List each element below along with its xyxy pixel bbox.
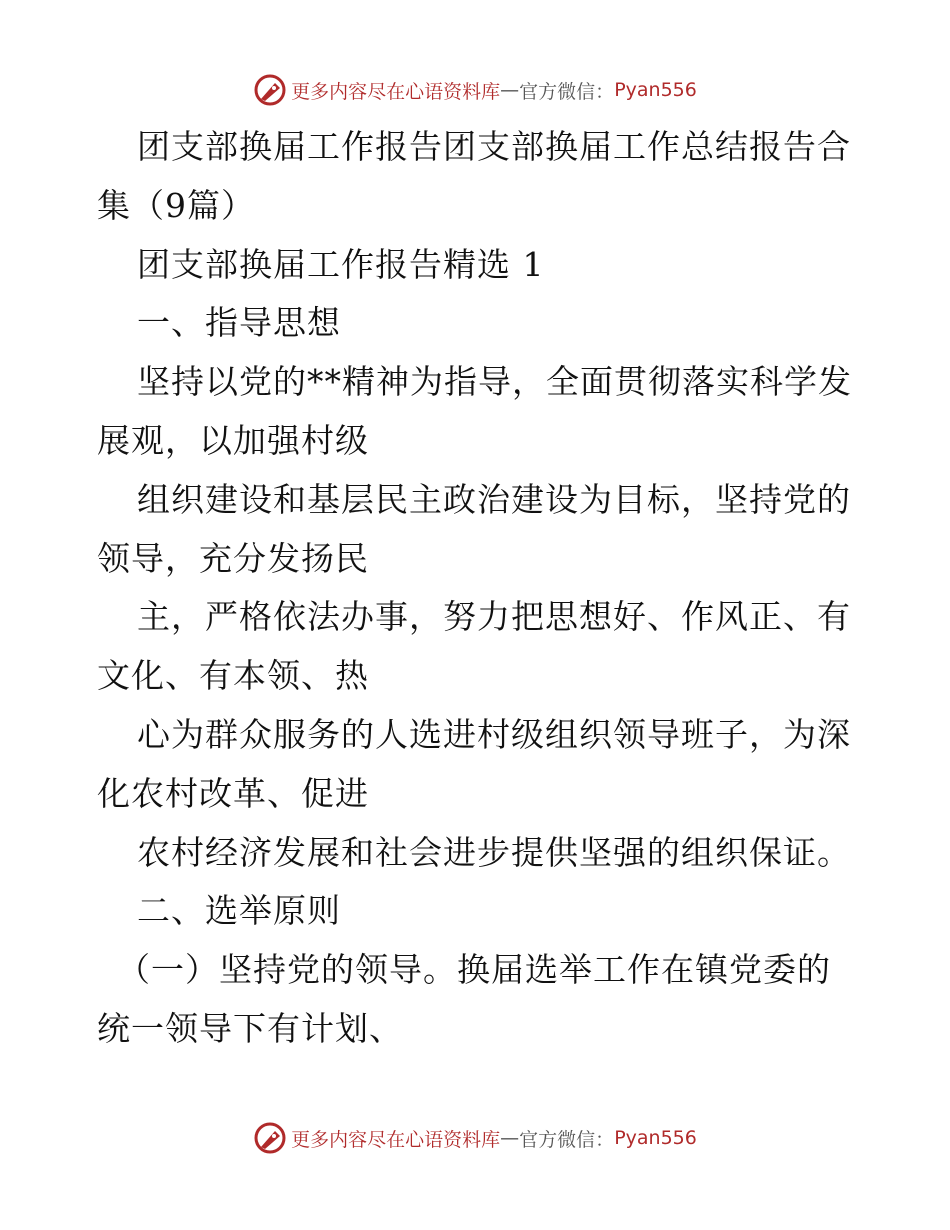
paragraph-line: 农村经济发展和社会进步提供坚强的组织保证。	[137, 832, 851, 872]
watermark-separator: —	[500, 79, 520, 101]
paragraph-line: 领导，充分发扬民	[97, 538, 369, 578]
watermark-footer	[0, 1118, 950, 1158]
paragraph-line: 化农村改革、促进	[97, 773, 369, 813]
paragraph-line: （一）坚持党的领导。换届选举工作在镇党委的	[117, 950, 831, 990]
paragraph-line: 文化、有本领、热	[97, 656, 369, 696]
doc-title-line-1: 团支部换届工作报告团支部换届工作总结报告合	[137, 127, 851, 166]
watermark-text: 更多内容尽在心语资料库	[291, 80, 501, 103]
doc-title-line-2: 集（9篇）	[97, 185, 255, 225]
section-heading-2: 二、选举原则	[137, 891, 341, 931]
paragraph-line: 统一领导下有计划、	[97, 1008, 403, 1048]
paragraph-line: 展观，以加强村级	[97, 420, 369, 460]
watermark-wechat-id: Pyan556	[614, 79, 697, 101]
watermark-wechat-id: Pyan556	[614, 1127, 697, 1149]
watermark-wechat-label: 官方微信：	[519, 1128, 615, 1151]
watermark-text: 更多内容尽在心语资料库	[291, 1128, 501, 1151]
pen-nib-logo-icon	[253, 1121, 287, 1155]
watermark-wechat-label: 官方微信：	[519, 80, 615, 103]
paragraph-line: 主，严格依法办事，努力把思想好、作风正、有	[137, 597, 851, 637]
watermark-separator: —	[500, 1127, 520, 1149]
pen-nib-logo-icon	[253, 73, 287, 107]
paragraph-line: 坚持以党的**精神为指导，全面贯彻落实科学发	[137, 362, 852, 402]
paragraph-line: 心为群众服务的人选进村级组织领导班子，为深	[137, 714, 851, 754]
watermark-header	[0, 70, 950, 110]
doc-subtitle: 团支部换届工作报告精选 1	[137, 244, 545, 284]
document-body	[97, 118, 857, 1059]
paragraph-line: 组织建设和基层民主政治建设为目标，坚持党的	[137, 479, 851, 519]
section-heading-1: 一、指导思想	[137, 303, 341, 343]
